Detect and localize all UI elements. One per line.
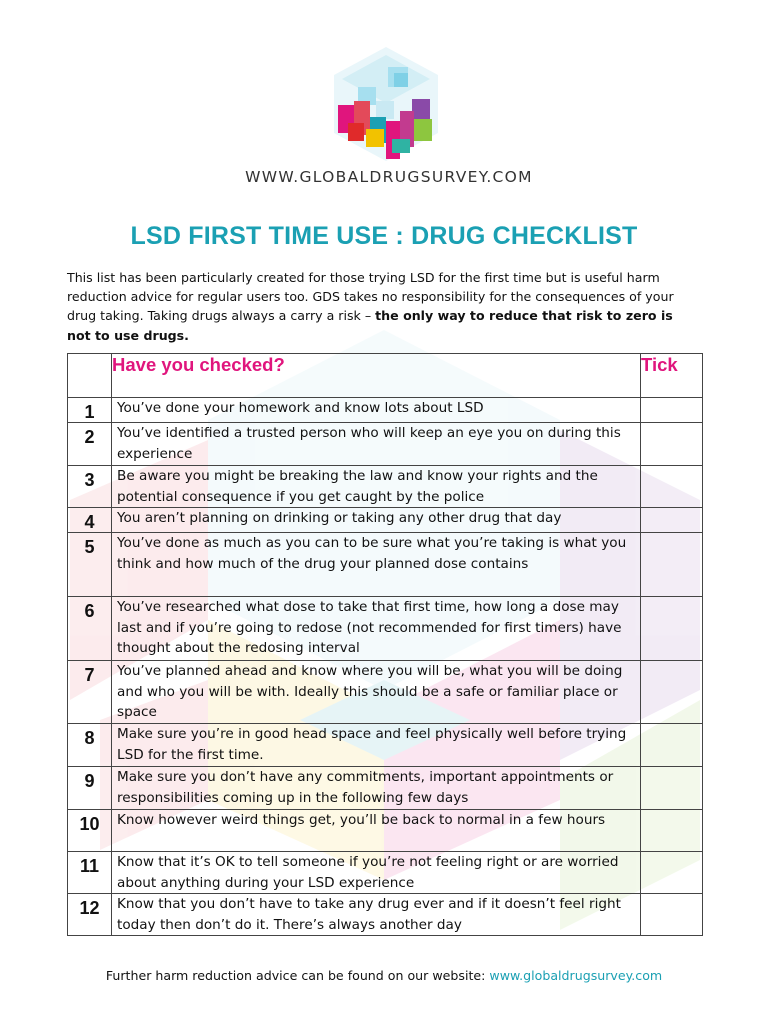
row-text: Make sure you’re in good head space and feel physically well before trying LSD for the first time. bbox=[112, 724, 641, 767]
row-number: 2 bbox=[68, 423, 112, 466]
table-row bbox=[68, 398, 703, 423]
table-row bbox=[68, 852, 703, 894]
row-number: 4 bbox=[68, 508, 112, 533]
row-text: Make sure you don’t have any commitments, important appointments or responsibilities coming up in the following few days bbox=[112, 767, 641, 810]
row-text: You aren’t planning on drinking or taking any other drug that day bbox=[112, 508, 641, 533]
footer bbox=[0, 968, 768, 983]
row-number: 5 bbox=[68, 533, 112, 597]
row-number: 3 bbox=[68, 466, 112, 508]
row-number: 10 bbox=[68, 810, 112, 852]
table-row bbox=[68, 508, 703, 533]
row-number: 6 bbox=[68, 597, 112, 661]
tick-cell[interactable] bbox=[641, 508, 703, 533]
header-tick: Tick bbox=[641, 354, 703, 398]
row-number: 9 bbox=[68, 767, 112, 810]
checklist-table bbox=[67, 353, 703, 936]
row-text: You’ve done as much as you can to be sure what you’re taking is what you think and how much of the drug your planned dose contains bbox=[112, 533, 641, 597]
table-row bbox=[68, 810, 703, 852]
tick-cell[interactable] bbox=[641, 661, 703, 724]
tick-cell[interactable] bbox=[641, 597, 703, 661]
row-text: You’ve identified a trusted person who will keep an eye you on during this experience bbox=[112, 423, 641, 466]
gds-logo bbox=[330, 45, 442, 163]
table-row bbox=[68, 597, 703, 661]
row-text: Be aware you might be breaking the law and know your rights and the potential consequence if you get caught by the police bbox=[112, 466, 641, 508]
table-row bbox=[68, 767, 703, 810]
page-title: LSD FIRST TIME USE : DRUG CHECKLIST bbox=[130, 222, 638, 250]
tick-cell[interactable] bbox=[641, 852, 703, 894]
tick-cell[interactable] bbox=[641, 724, 703, 767]
row-text: Know however weird things get, you’ll be back to normal in a few hours bbox=[112, 810, 641, 852]
table-row bbox=[68, 724, 703, 767]
row-text: You’ve planned ahead and know where you will be, what you will be doing and who you will be with. Ideally this should be a safe or familiar place or space bbox=[112, 661, 641, 724]
intro-paragraph bbox=[67, 268, 687, 345]
row-text: You’ve researched what dose to take that first time, how long a dose may last and if you’re going to redose (not recommended for first timers) have thought about the redosing interval bbox=[112, 597, 641, 661]
tick-cell[interactable] bbox=[641, 810, 703, 852]
row-number: 11 bbox=[68, 852, 112, 894]
intro-bold-text: the only way to reduce that risk to zero is not to use drugs. bbox=[67, 308, 673, 343]
header-have-you-checked: Have you checked? bbox=[112, 354, 641, 398]
table-row bbox=[68, 466, 703, 508]
row-text: You’ve done your homework and know lots about LSD bbox=[112, 398, 641, 423]
table-row bbox=[68, 423, 703, 466]
row-number: 8 bbox=[68, 724, 112, 767]
tick-cell[interactable] bbox=[641, 466, 703, 508]
row-number: 1 bbox=[68, 398, 112, 423]
tick-cell[interactable] bbox=[641, 767, 703, 810]
intro-text: This list has been particularly created for those trying LSD for the first time but is useful harm reduction advice for regular users too. GDS takes no responsibility for the consequences of your drug taking. Taking drugs always a carry a risk – bbox=[67, 270, 674, 324]
table-row bbox=[68, 661, 703, 724]
table-header-row bbox=[68, 354, 703, 398]
footer-link[interactable]: www.globaldrugsurvey.com bbox=[489, 968, 663, 983]
header-num-cell bbox=[68, 354, 112, 398]
row-number: 7 bbox=[68, 661, 112, 724]
tick-cell[interactable] bbox=[641, 398, 703, 423]
tick-cell[interactable] bbox=[641, 533, 703, 597]
table-row bbox=[68, 894, 703, 936]
tick-cell[interactable] bbox=[641, 894, 703, 936]
site-url: WWW.GLOBALDRUGSURVEY.COM bbox=[245, 168, 533, 186]
row-text: Know that you don’t have to take any drug ever and if it doesn’t feel right today then don’t do it. There’s always another day bbox=[112, 894, 641, 936]
footer-text: Further harm reduction advice can be found on our website: bbox=[105, 968, 490, 983]
row-text: Know that it’s OK to tell someone if you’re not feeling right or are worried about anything during your LSD experience bbox=[112, 852, 641, 894]
row-number: 12 bbox=[68, 894, 112, 936]
tick-cell[interactable] bbox=[641, 423, 703, 466]
table-row bbox=[68, 533, 703, 597]
